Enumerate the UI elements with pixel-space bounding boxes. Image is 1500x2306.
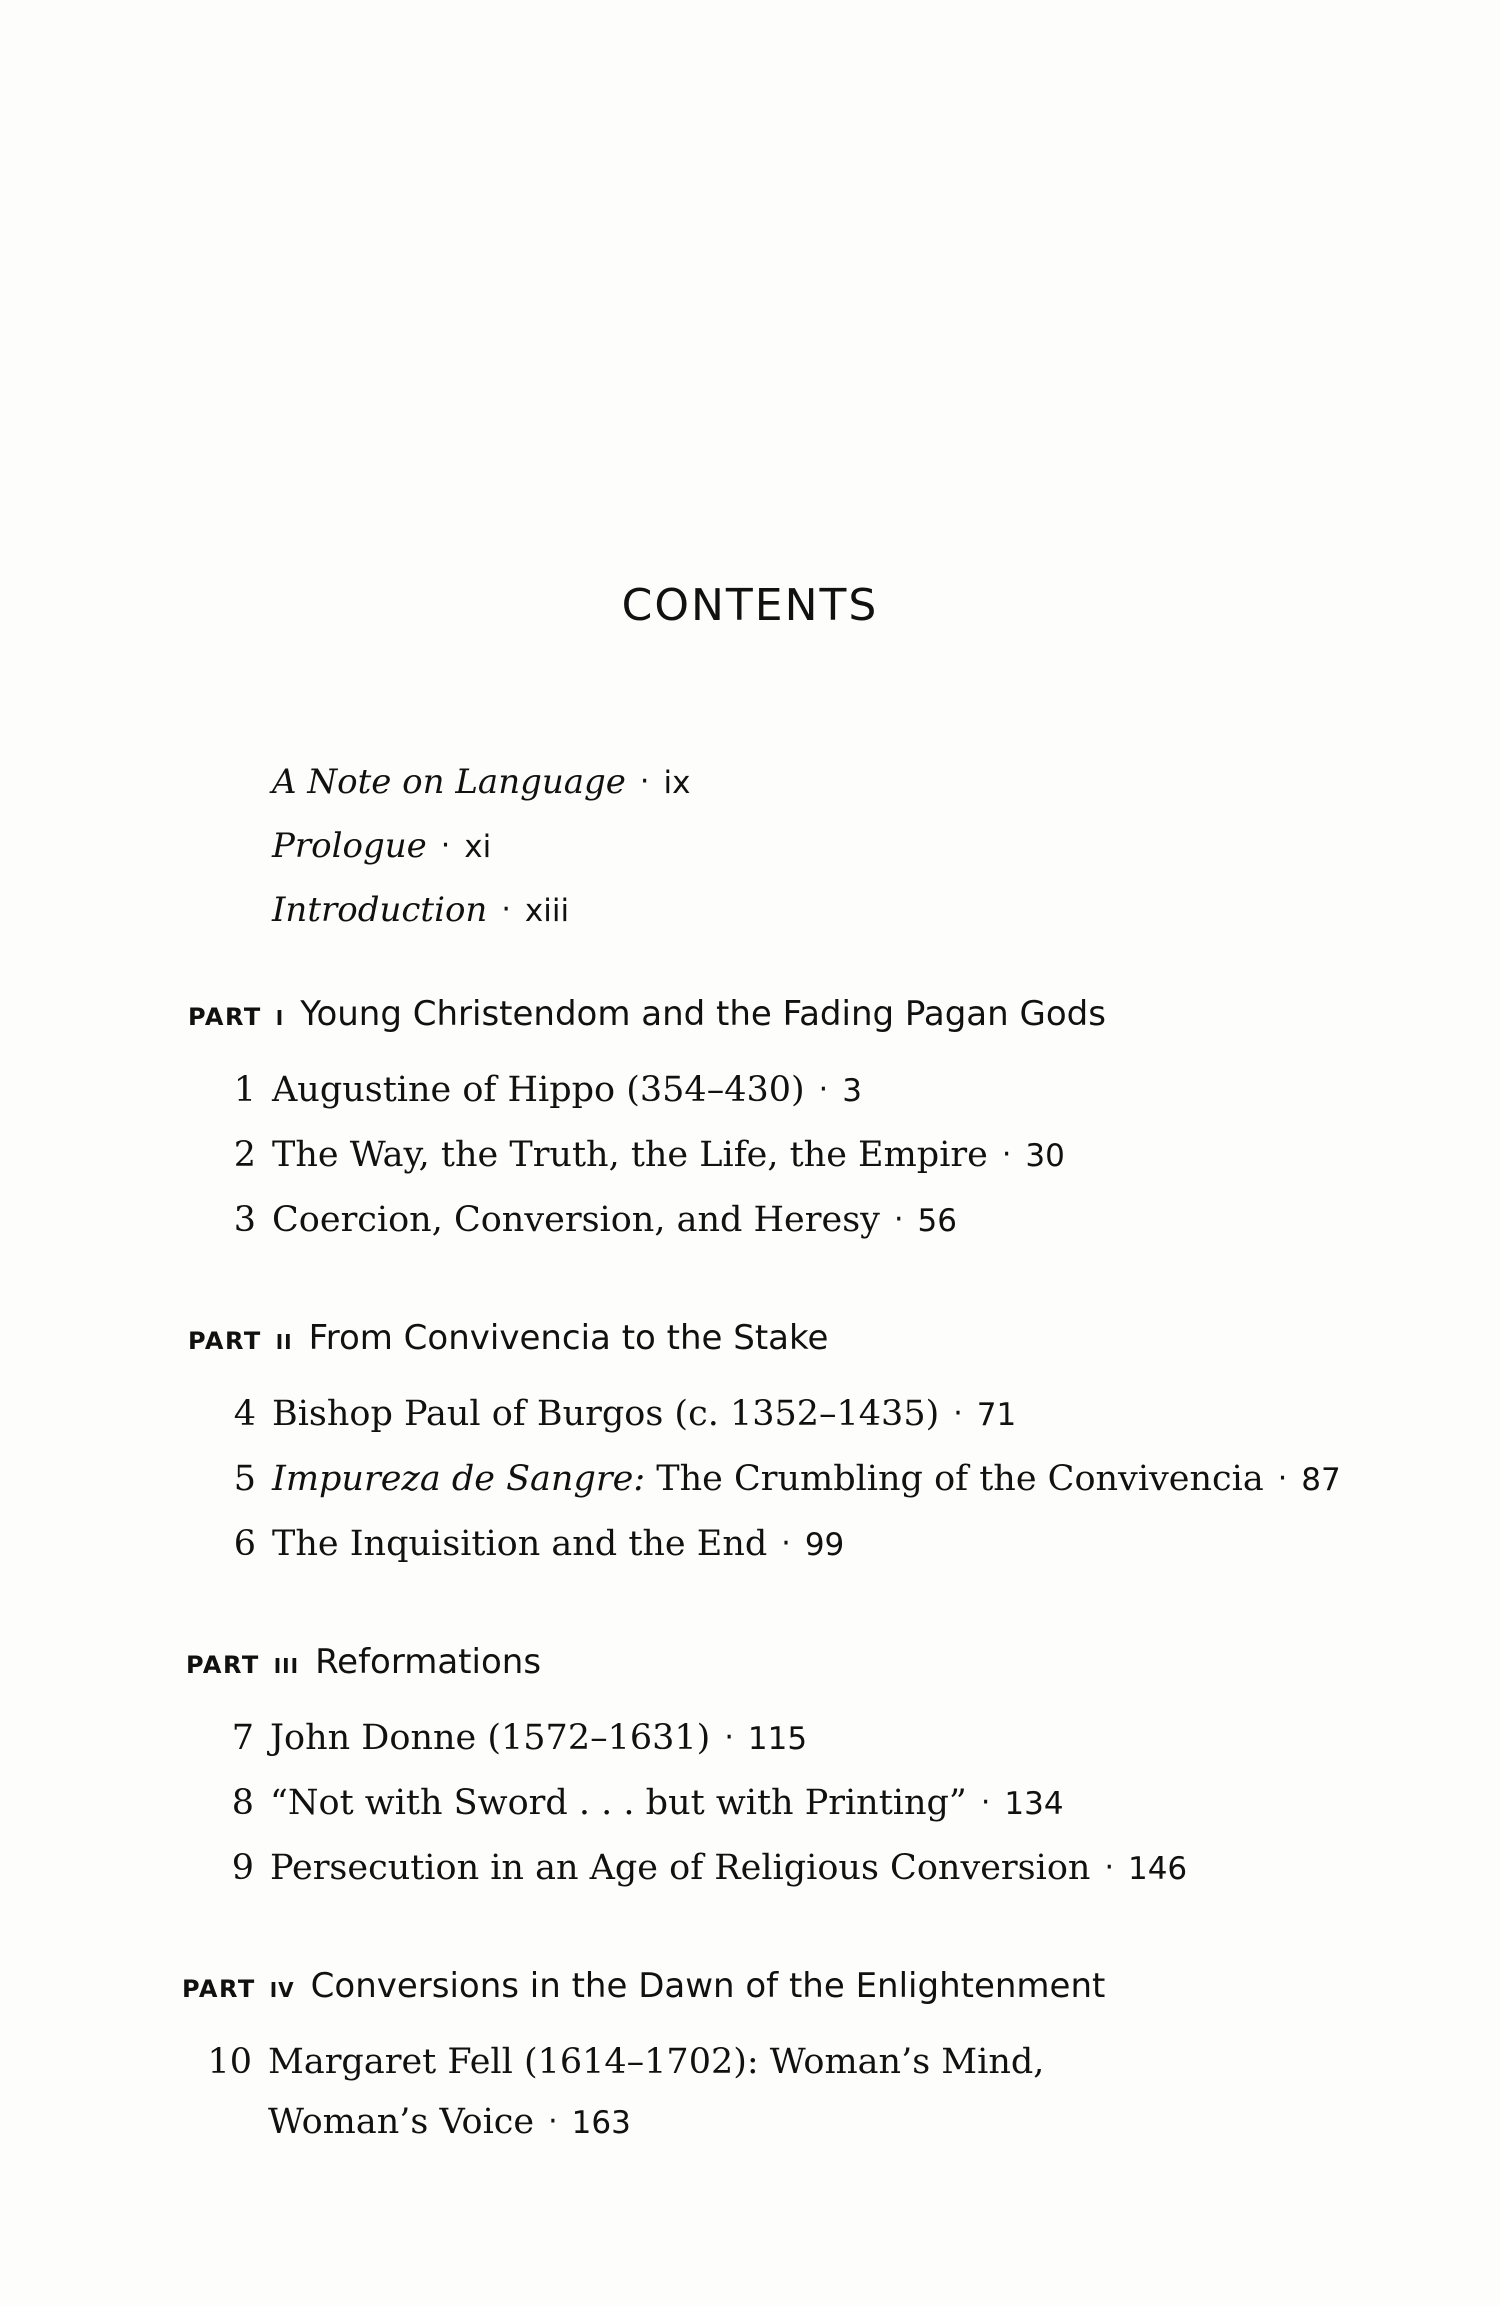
page-number: 115 bbox=[747, 1721, 808, 1757]
chapter-title: The Way, the Truth, the Life, the Empire bbox=[272, 1135, 988, 1175]
part-heading-3 bbox=[186, 1642, 541, 1682]
toc-entry-chapter-4[interactable] bbox=[200, 1394, 1016, 1434]
separator-dot: · bbox=[893, 1202, 904, 1237]
chapter-title: “Not with Sword . . . but with Printing” bbox=[270, 1783, 967, 1823]
toc-entry-chapter-9[interactable] bbox=[198, 1848, 1187, 1888]
chapter-number: 8 bbox=[231, 1783, 254, 1823]
separator-dot: · bbox=[980, 1785, 991, 1820]
chapter-number: 1 bbox=[233, 1070, 256, 1110]
page-number: 56 bbox=[917, 1203, 957, 1239]
page-number: 163 bbox=[571, 2105, 631, 2141]
toc-entry-prologue[interactable] bbox=[272, 826, 491, 866]
separator-dot: · bbox=[639, 764, 650, 799]
chapter-number: 4 bbox=[233, 1394, 256, 1434]
chapter-number: 9 bbox=[231, 1848, 254, 1888]
chapter-title: The Inquisition and the End bbox=[272, 1524, 768, 1564]
chapter-title-italic: Impureza de Sangre: bbox=[272, 1459, 646, 1499]
part-title: Conversions in the Dawn of the Enlightenment bbox=[310, 1966, 1106, 2006]
chapter-title-rest: The Crumbling of the Convivencia bbox=[645, 1459, 1264, 1499]
page-number: 30 bbox=[1025, 1138, 1065, 1174]
chapter-title bbox=[272, 1459, 1264, 1499]
separator-dot: · bbox=[953, 1396, 963, 1431]
part-heading-4 bbox=[182, 1966, 1105, 2006]
part-title: From Convivencia to the Stake bbox=[308, 1318, 829, 1358]
part-numeral: IV bbox=[269, 1978, 295, 2002]
separator-dot: · bbox=[501, 892, 511, 927]
page-title: CONTENTS bbox=[621, 580, 879, 631]
part-numeral: I bbox=[275, 1006, 285, 1030]
page-number: 134 bbox=[1004, 1786, 1064, 1822]
part-label: PART bbox=[182, 1975, 256, 2003]
page-number: 71 bbox=[976, 1397, 1017, 1433]
separator-dot: · bbox=[440, 828, 451, 863]
separator-dot: · bbox=[724, 1720, 734, 1755]
toc-entry-chapter-10-continued[interactable] bbox=[196, 2102, 631, 2142]
page-number: xi bbox=[464, 829, 492, 865]
page-number: xiii bbox=[524, 893, 570, 929]
part-label: PART bbox=[188, 1327, 262, 1355]
chapter-number: 3 bbox=[233, 1200, 256, 1240]
toc-entry-chapter-5[interactable] bbox=[200, 1459, 1341, 1499]
separator-dot: · bbox=[781, 1526, 791, 1561]
toc-entry-chapter-7[interactable] bbox=[198, 1718, 807, 1758]
separator-dot: · bbox=[1104, 1850, 1114, 1885]
chapter-number: 7 bbox=[231, 1718, 254, 1758]
part-heading-2 bbox=[188, 1318, 828, 1358]
toc-entry-chapter-10[interactable] bbox=[196, 2042, 1044, 2082]
entry-title: Prologue bbox=[272, 826, 427, 866]
toc-entry-chapter-6[interactable] bbox=[200, 1524, 844, 1564]
toc-entry-chapter-2[interactable] bbox=[200, 1135, 1065, 1175]
part-numeral: II bbox=[275, 1330, 293, 1354]
part-title: Young Christendom and the Fading Pagan Gods bbox=[300, 994, 1106, 1034]
chapter-number: 10 bbox=[207, 2042, 252, 2082]
chapter-number: 2 bbox=[233, 1135, 256, 1175]
toc-entry-chapter-8[interactable] bbox=[198, 1783, 1064, 1823]
chapter-number: 6 bbox=[233, 1524, 256, 1564]
chapter-title: Margaret Fell (1614–1702): Woman’s Mind, bbox=[268, 2042, 1045, 2082]
chapter-title: John Donne (1572–1631) bbox=[270, 1718, 711, 1758]
page-number: ix bbox=[663, 765, 691, 801]
part-numeral: III bbox=[273, 1654, 300, 1678]
toc-entry-note-on-language[interactable] bbox=[272, 762, 690, 802]
chapter-number: 5 bbox=[233, 1459, 256, 1499]
entry-title: A Note on Language bbox=[272, 762, 626, 802]
separator-dot: · bbox=[548, 2104, 558, 2139]
page-number: 3 bbox=[842, 1073, 862, 1109]
chapter-title: Bishop Paul of Burgos (c. 1352–1435) bbox=[272, 1394, 940, 1434]
separator-dot: · bbox=[1277, 1461, 1288, 1496]
chapter-title: Persecution in an Age of Religious Conversion bbox=[270, 1848, 1091, 1888]
page-number: 99 bbox=[804, 1527, 845, 1563]
separator-dot: · bbox=[818, 1072, 829, 1107]
page-number: 146 bbox=[1127, 1851, 1188, 1887]
entry-title: Introduction bbox=[272, 890, 488, 930]
part-label: PART bbox=[186, 1651, 260, 1679]
chapter-title: Augustine of Hippo (354–430) bbox=[272, 1070, 805, 1110]
separator-dot: · bbox=[1001, 1137, 1012, 1172]
toc-entry-chapter-3[interactable] bbox=[200, 1200, 957, 1240]
toc-entry-chapter-1[interactable] bbox=[200, 1070, 862, 1110]
part-label: PART bbox=[188, 1003, 262, 1031]
chapter-title-line2: Woman’s Voice bbox=[268, 2102, 535, 2142]
chapter-title: Coercion, Conversion, and Heresy bbox=[272, 1200, 880, 1240]
part-heading-1 bbox=[188, 994, 1106, 1034]
toc-entry-introduction[interactable] bbox=[272, 890, 569, 930]
page-number: 87 bbox=[1301, 1462, 1341, 1498]
part-title: Reformations bbox=[315, 1642, 542, 1682]
